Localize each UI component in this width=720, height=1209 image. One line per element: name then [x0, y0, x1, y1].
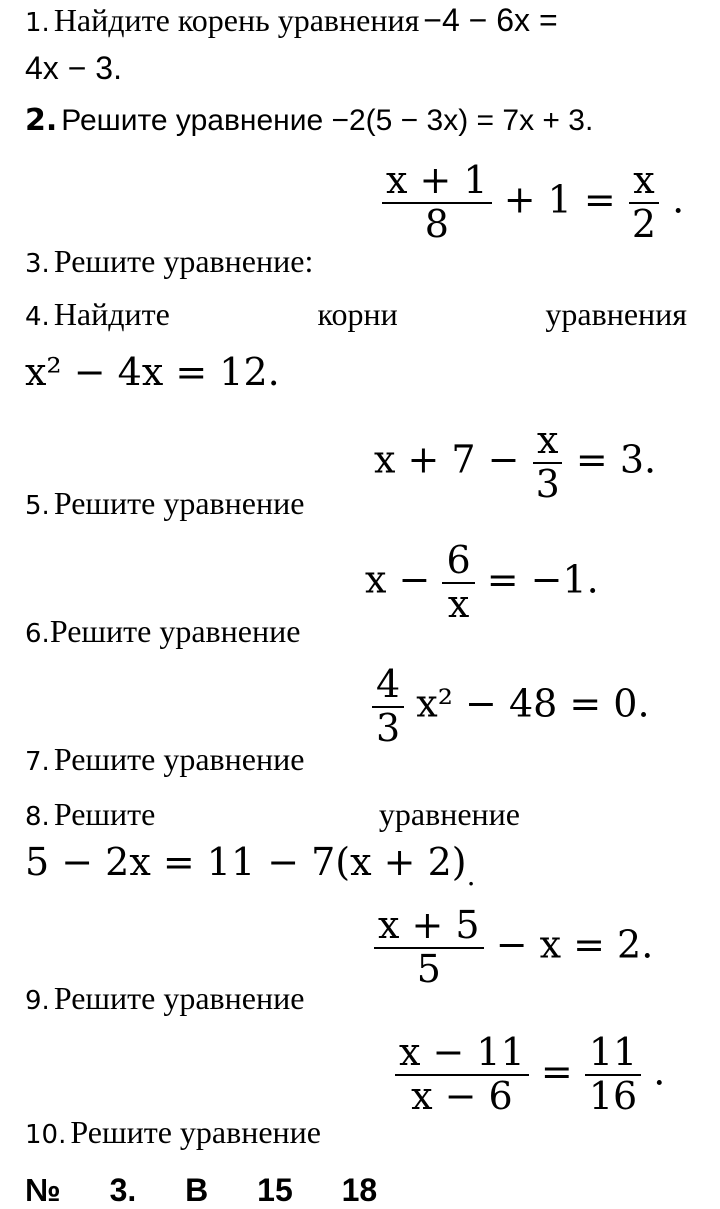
problem-number: 10. [25, 1120, 67, 1150]
equation-post: − x = 2. [495, 922, 654, 967]
numerator: x [629, 160, 658, 204]
equation-post: x² − 48 = 0. [416, 681, 650, 726]
problem-10-equation [395, 1032, 665, 1118]
equation-end: . [653, 1049, 666, 1094]
problem-3-label [25, 243, 313, 280]
word: корни [317, 296, 398, 332]
fraction [372, 664, 404, 750]
problem-number: 6. [25, 619, 50, 649]
problem-text: Решите уравнение [53, 980, 305, 1016]
problem-2 [25, 103, 593, 138]
problem-10-label [25, 1114, 321, 1151]
denominator: 3 [535, 461, 560, 506]
denominator: 5 [416, 946, 441, 991]
denominator: 2 [631, 201, 656, 246]
problem-number: 2. [25, 103, 58, 138]
fraction [585, 1032, 641, 1118]
problem-text: Решите уравнение [49, 613, 301, 649]
equation: −4 − 6x = [423, 2, 558, 38]
problem-number: 9. [25, 986, 50, 1016]
problem-8-equation [25, 840, 475, 892]
equation-post: = 3. [575, 437, 657, 482]
problem-9-equation [374, 905, 653, 991]
numerator: x + 5 [374, 905, 484, 949]
numerator: 11 [585, 1032, 641, 1076]
fraction [532, 420, 564, 506]
numerator: x + 1 [382, 160, 492, 204]
cut-off-line: № 3. В 15 18 [25, 1172, 378, 1208]
word: уравнения [545, 296, 687, 332]
denominator: 16 [588, 1073, 638, 1118]
equation-middle: + 1 = [503, 177, 616, 222]
problem-number: 3. [25, 249, 50, 279]
equals-sign: = [540, 1049, 573, 1094]
problem-text: Решите уравнение [53, 741, 305, 777]
word: Решите [53, 796, 156, 832]
problem-6-label [25, 613, 300, 650]
problem-5-equation [374, 420, 656, 506]
problem-7-equation [372, 664, 650, 750]
problem-7-label [25, 741, 304, 778]
problem-4 [25, 296, 687, 333]
equation-continued: 4x − 3. [25, 50, 122, 86]
problem-text: Решите уравнение [53, 485, 305, 521]
fraction [628, 160, 660, 246]
problem-number: 8. [25, 802, 50, 832]
word: Найдите [53, 296, 170, 332]
equation: 5 − 2x = 11 − 7(x + 2) [25, 840, 467, 884]
denominator: x [447, 581, 470, 626]
equation-post: = −1. [486, 557, 599, 602]
numerator: x [533, 420, 562, 464]
problem-6-equation [365, 540, 599, 626]
problem-text: Найдите корень уравнения [53, 2, 420, 38]
fraction [374, 905, 484, 991]
problem-8 [25, 796, 520, 833]
problem-5-label [25, 485, 304, 522]
problem-number: 5. [25, 491, 50, 521]
numerator: x − 11 [395, 1032, 529, 1076]
numerator: 6 [442, 540, 474, 584]
problem-number: 1. [25, 8, 50, 38]
fraction [382, 160, 492, 246]
denominator: 8 [424, 201, 449, 246]
problem-text: Решите уравнение: [53, 243, 314, 279]
problem-3-equation [382, 160, 684, 246]
denominator: x − 6 [411, 1073, 513, 1118]
problem-4-equation: x² − 4x = 12. [25, 350, 280, 394]
fraction [395, 1032, 529, 1118]
problem-1 [25, 2, 558, 39]
problem-number: 4. [25, 302, 50, 332]
equation-end: . [466, 859, 476, 892]
equation-pre: x + 7 − [374, 437, 520, 482]
problem-text: Решите уравнение [70, 1114, 321, 1150]
denominator: 3 [376, 705, 401, 750]
problem-text: Решите уравнение −2(5 − 3x) = 7x + 3. [61, 104, 594, 137]
equation-end: . [672, 177, 685, 222]
numerator: 4 [372, 664, 404, 708]
equation-pre: x − [365, 557, 431, 602]
fraction [442, 540, 474, 626]
problem-9-label [25, 980, 304, 1017]
word: уравнение [378, 796, 520, 832]
problem-number: 7. [25, 747, 50, 777]
